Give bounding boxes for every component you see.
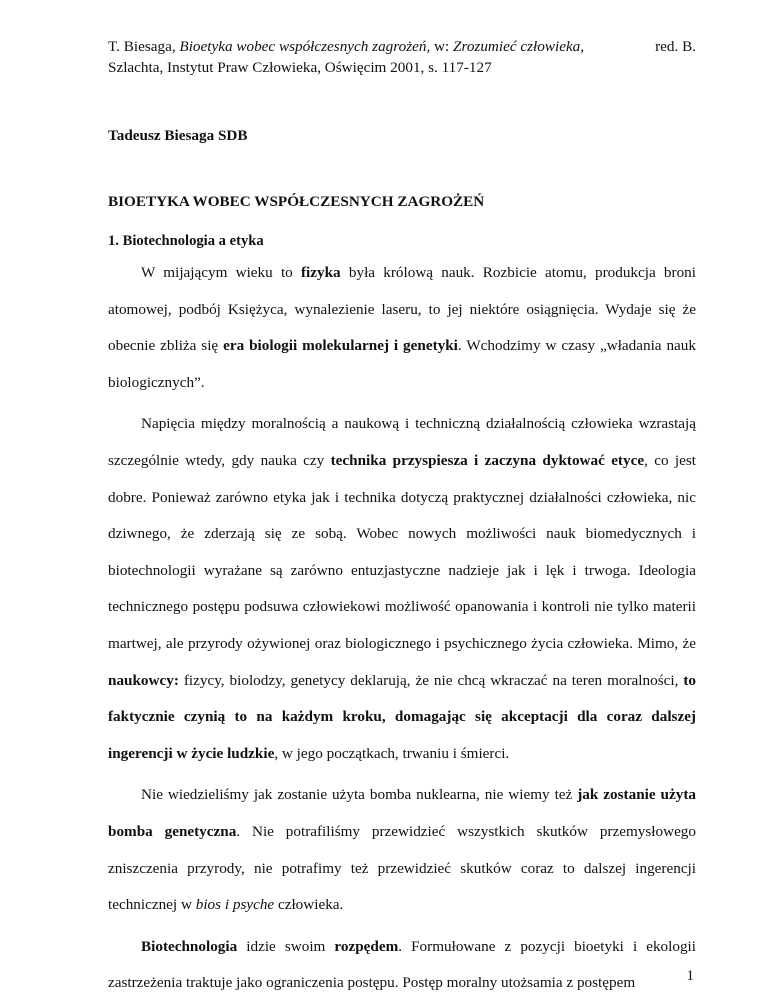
citation-editor: red. B.	[655, 38, 696, 55]
citation-book: Zrozumieć człowieka,	[453, 38, 585, 55]
text-run: . Formułowane z pozycji bioetyki i ekologii zastrzeżenia traktuje jako ograniczenia postępu. Postęp moralny utożsamia z postępem	[108, 937, 696, 992]
citation-title: Bioetyka wobec współczesnych zagrożeń,	[179, 38, 431, 55]
document-page	[108, 36, 696, 1002]
citation-author: T. Biesaga,	[108, 38, 180, 55]
author-name: Tadeusz Biesaga SDB	[108, 127, 248, 144]
text-run: W mijającym wieku to	[141, 264, 301, 281]
paragraph-1	[108, 255, 696, 401]
text-run: człowieka.	[274, 896, 344, 914]
paragraph-2	[108, 406, 696, 772]
text-run: fizycy, biolodzy, genetycy deklarują, że nie chcą wkraczać na teren moralności,	[178, 671, 684, 689]
text-run: . Nie potrafiliśmy przewidzieć wszystkich skutków przemysłowego zniszczenia przyrody, nie potrafimy też przewidzieć skutków coraz to dalszej ingerencji technicznej w	[108, 822, 696, 914]
citation-line-1	[108, 36, 696, 57]
text-run: Napięcia między moralnością a naukową i techniczną działalnością człowieka wzrastają szczególnie wtedy, gdy nauka czy	[108, 415, 696, 469]
text-run: była królową nauk. Rozbicie atomu, produkcja broni atomowej, podbój Księżyca, wynalezienie laseru, to jej niektóre osiągnięcia. Wydaje się że obecnie zbliża się	[108, 264, 696, 355]
text-run: . Wchodzimy w czasy „władania nauk biologicznych”.	[108, 337, 696, 391]
bold-run: technika przyspiesza i zaczyna dyktować etyce	[330, 451, 645, 469]
paragraph-3	[108, 777, 696, 923]
text-run: , co jest dobre. Ponieważ zarówno etyka jak i technika dotyczą praktycznej działalności człowieka, nic dziwnego, że zderzają się ze sobą. Wobec nowych możliwości nauk biomedycznych i biotechnologii wyrażane są zarówno entuzjastyczne nadzieje jak i lęk i trwoga. Ideologia technicznego postępu podsuwa człowiekowi możliwość opanowania i kontroli nie tylko materii martwej, ale przyrody ożywionej oraz biologicznego i psychicznego życia człowieka. Mimo, że	[108, 451, 696, 652]
text-run: idzie swoim	[237, 937, 335, 955]
bold-run: to faktycznie czynią to na każdym kroku, domagając się akceptacji dla coraz dalszej ingerencji w życie ludzkie	[108, 671, 696, 762]
bold-run: naukowcy:	[108, 671, 179, 689]
citation-line-2: Szlachta, Instytut Praw Człowieka, Oświęcim 2001, s. 117-127	[108, 59, 492, 76]
page-number: 1	[686, 968, 694, 984]
citation-header	[108, 36, 696, 78]
text-run: Nie wiedzieliśmy jak zostanie użyta bomba nuklearna, nie wiemy też	[141, 786, 578, 804]
citation-in: w:	[430, 38, 454, 55]
bold-run: Biotechnologia	[141, 937, 238, 955]
citation-main	[108, 36, 584, 57]
bold-run: rozpędem	[334, 937, 399, 955]
bold-run: jak zostanie użyta bomba genetyczna	[108, 786, 696, 840]
bold-run: fizyka	[301, 264, 341, 281]
italic-run: bios i psyche	[195, 896, 275, 914]
document-title: BIOETYKA WOBEC WSPÓŁCZESNYCH ZAGROŻEŃ	[108, 193, 485, 210]
bold-run: era biologii molekularnej i genetyki	[223, 337, 458, 355]
paragraph-4	[108, 929, 696, 1002]
text-run: , w jego początkach, trwaniu i śmierci.	[274, 744, 510, 762]
section-heading: 1. Biotechnologia a etyka	[108, 233, 264, 249]
